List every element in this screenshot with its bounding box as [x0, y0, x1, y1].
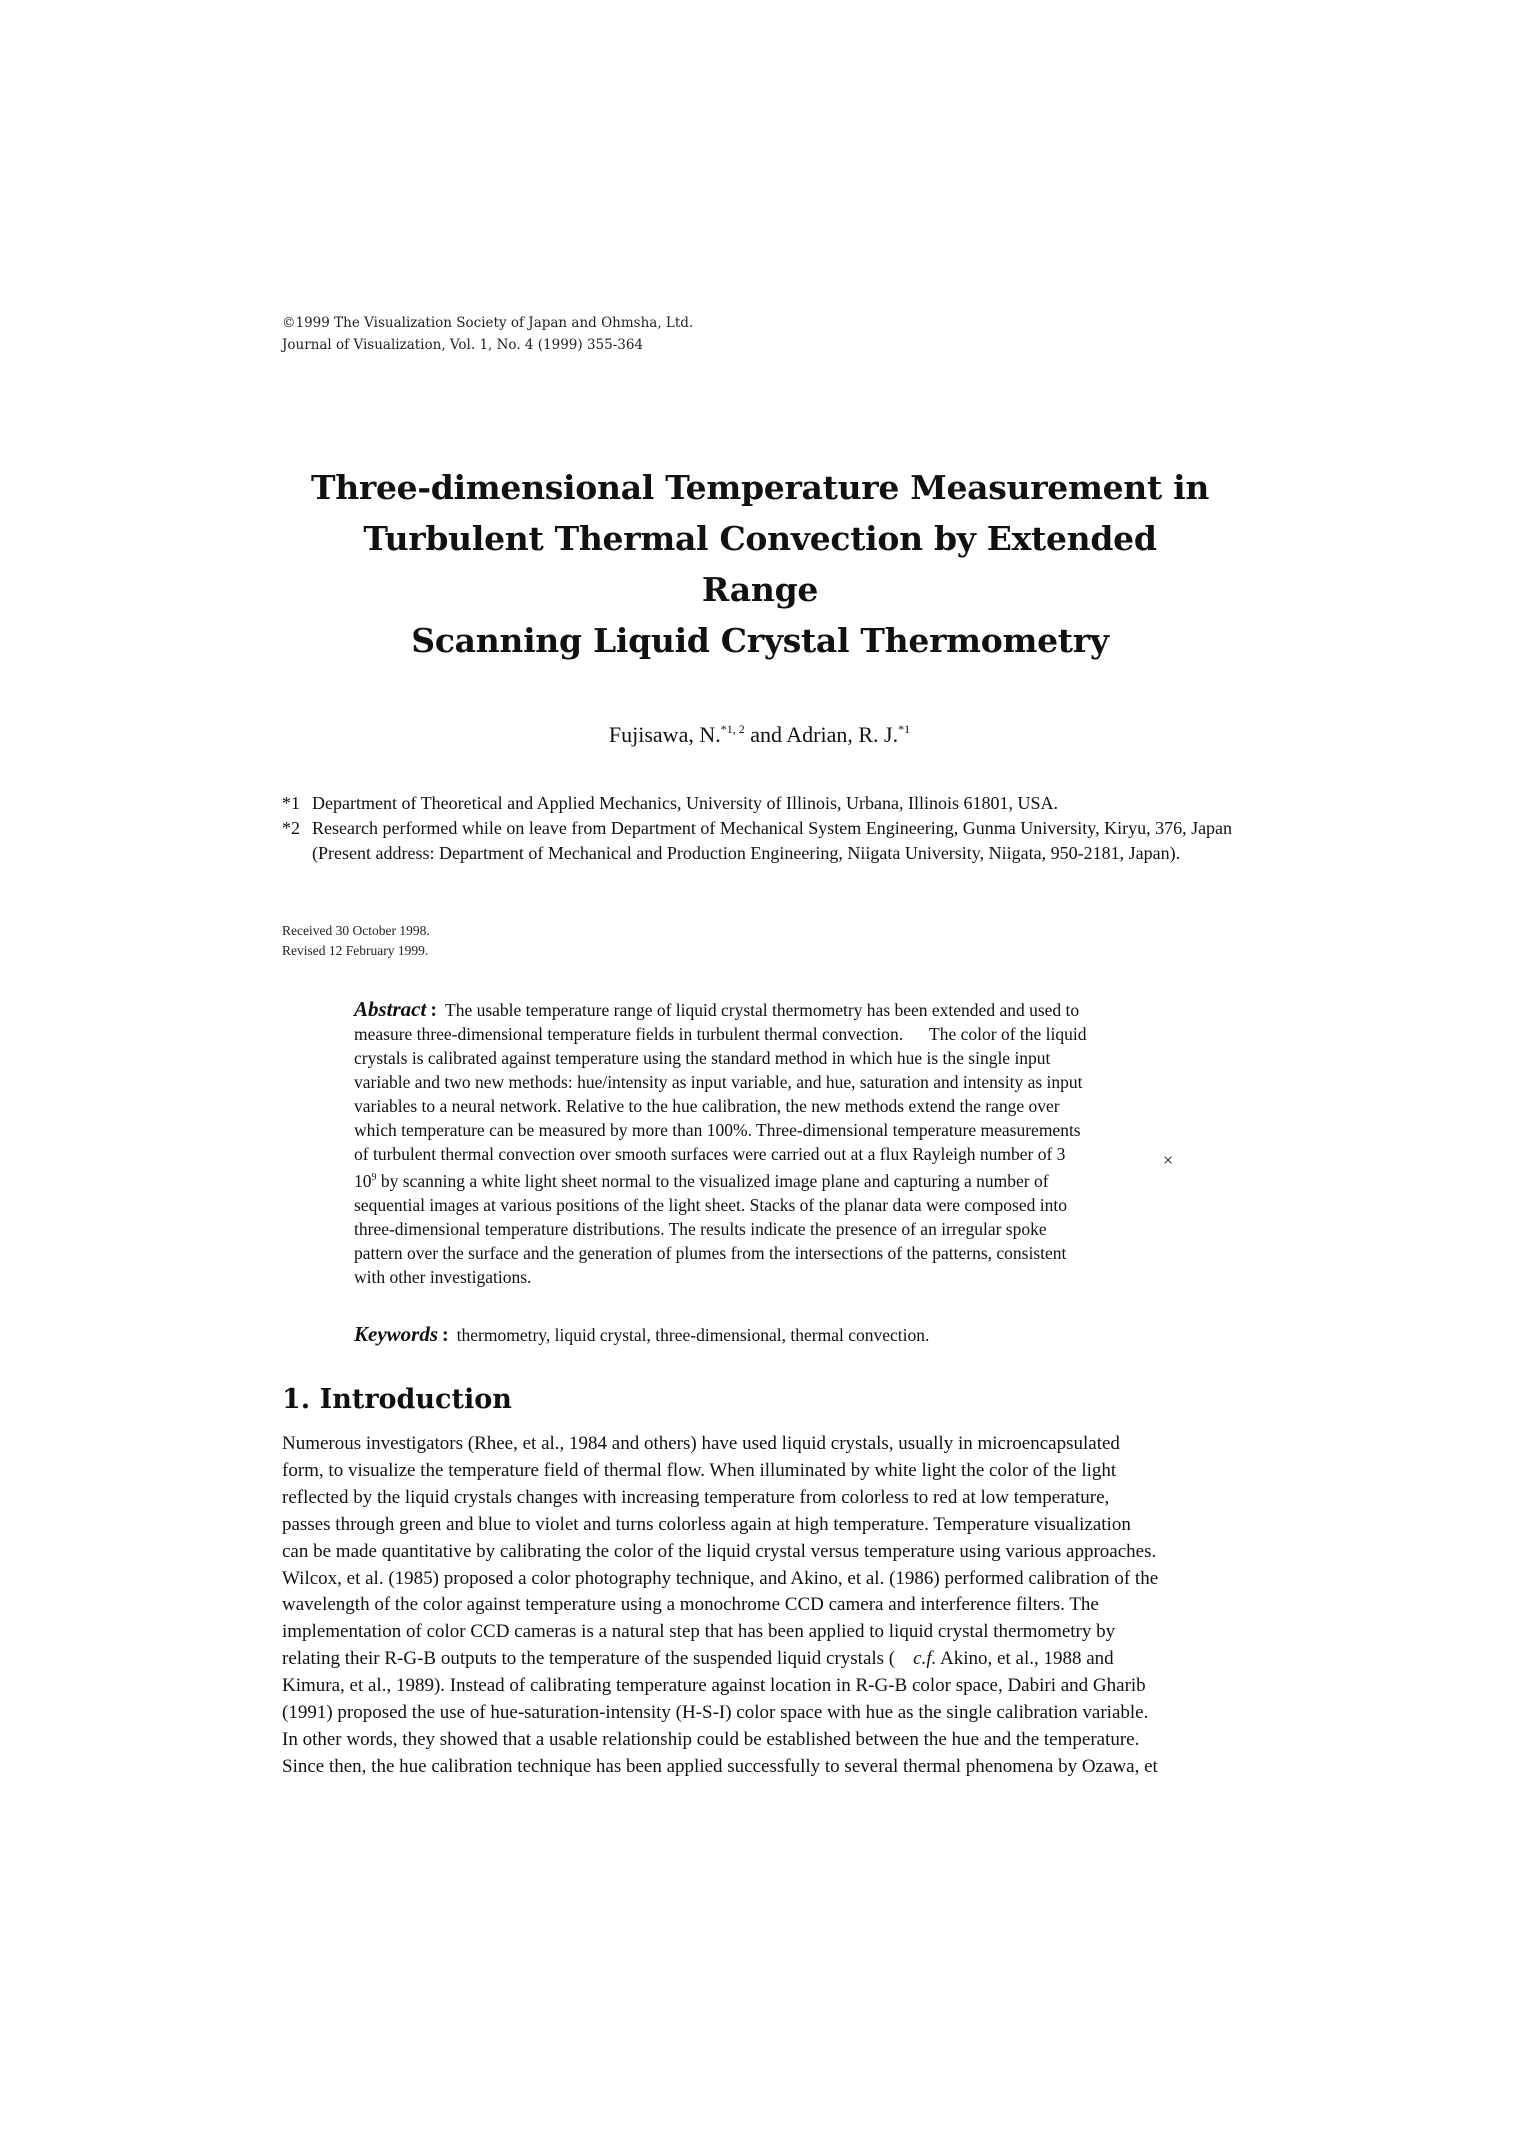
body-line: implementation of color CCD cameras is a natural step that has been applied to liquid crystal thermometry by: [282, 1621, 1116, 1643]
body-line: Since then, the hue calibration technique has been applied successfully to several thermal phenomena by Ozawa, et: [282, 1755, 1158, 1777]
body-text: Akino, et al., 1988 and: [936, 1648, 1114, 1670]
keywords-colon: :: [442, 1324, 449, 1346]
author-name: Adrian, R. J.: [786, 722, 899, 747]
journal-citation: Journal of Visualization, Vol. 1, No. 4 (1999) 355-364: [282, 337, 644, 353]
abstract-line: variable and two new methods: hue/intensity as input variable, and hue, saturation and intensity as input: [354, 1072, 1083, 1092]
section-heading: 1. Introduction: [282, 1384, 512, 1415]
title-line: Three-dimensional Temperature Measurement in: [310, 468, 1210, 507]
body-line: reflected by the liquid crystals changes with increasing temperature from colorless to red at low temperature,: [282, 1486, 1110, 1508]
revised-date: Revised 12 February 1999.: [282, 943, 429, 958]
body-text: relating their R-G-B outputs to the temperature of the suspended liquid crystals (: [282, 1648, 896, 1670]
abstract-line: sequential images at various positions of the light sheet. Stacks of the planar data were composed into: [354, 1194, 1067, 1215]
abstract-line: crystals is calibrated against temperature using the standard method in which hue is the single input: [354, 1048, 1051, 1068]
affiliation-mark: *2: [282, 818, 300, 838]
author-conjunction: and: [744, 722, 787, 747]
author-affiliation-mark: *1, 2: [720, 722, 745, 736]
keywords: [354, 1322, 929, 1347]
abstract-line: variables to a neural network. Relative to the hue calibration, the new methods extend the range over: [354, 1096, 1060, 1116]
keywords-label: Keywords: [354, 1322, 438, 1346]
submission-dates: [282, 921, 430, 961]
body-line: wavelength of the color against temperature using a monochrome CCD camera and interference filters. The: [282, 1594, 1099, 1616]
abstract-line: measure three-dimensional temperature fields in turbulent thermal convection. The color of the liquid: [354, 1024, 1087, 1044]
affiliation-item: [282, 816, 1242, 866]
abstract-line: [354, 997, 1174, 1022]
affiliation-text: Research performed while on leave from Department of Mechanical System Engineering, Gunma University, Kiryu, 376, Japan (Present address: Department of Mechanical and Production Engineering, Niigata University, Niigata, 950-2181, Japan).: [312, 818, 1233, 863]
title-line: Scanning Liquid Crystal Thermometry: [411, 621, 1109, 660]
keywords-text: thermometry, liquid crystal, three-dimensional, thermal convection.: [456, 1325, 930, 1345]
abstract-text: The usable temperature range of liquid crystal thermometry has been extended and used to: [445, 1000, 1080, 1020]
author-list: [0, 715, 1519, 749]
body-line: [282, 1646, 1252, 1673]
affiliation-mark: *1: [282, 793, 300, 813]
abstract-label: Abstract: [354, 997, 427, 1021]
body-line: (1991) proposed the use of hue-saturation-intensity (H-S-I) color space with hue as the single calibration variable.: [282, 1702, 1149, 1724]
body-line: passes through green and blue to violet and turns colorless again at high temperature. Temperature visualization: [282, 1513, 1131, 1535]
body-line: Wilcox, et al. (1985) proposed a color photography technique, and Akino, et al. (1986) performed calibration of the: [282, 1567, 1159, 1589]
cf-abbreviation: c.f.: [913, 1648, 937, 1670]
rayleigh-mantissa: 10: [354, 1170, 372, 1191]
received-date: Received 30 October 1998.: [282, 923, 430, 938]
abstract-line: three-dimensional temperature distributions. The results indicate the presence of an irregular spoke: [354, 1218, 1047, 1239]
abstract-text: by scanning a white light sheet normal to the visualized image plane and capturing a number of: [380, 1170, 1049, 1191]
abstract: [354, 997, 1174, 1289]
body-line: form, to visualize the temperature field of thermal flow. When illuminated by white light the color of the light: [282, 1459, 1117, 1481]
abstract-line: of turbulent thermal convection over smooth surfaces were carried out at a flux Rayleigh number of 3: [354, 1144, 1066, 1164]
body-line: Numerous investigators (Rhee, et al., 1984 and others) have used liquid crystals, usually in microencapsulated: [282, 1433, 1120, 1454]
paper-title: [300, 462, 1220, 666]
author-affiliation-mark: *1: [898, 722, 911, 736]
introduction-body: [282, 1431, 1252, 1781]
affiliation-text: Department of Theoretical and Applied Mechanics, University of Illinois, Urbana, Illinois 61801, USA.: [312, 793, 1059, 813]
abstract-line: which temperature can be measured by more than 100%. Three-dimensional temperature measurements: [354, 1120, 1081, 1140]
copyright-line: ©1999 The Visualization Society of Japan and Ohmsha, Ltd.: [282, 315, 694, 331]
body-line: Kimura, et al., 1989). Instead of calibrating temperature against location in R-G-B color space, Dabiri and Gharib: [282, 1675, 1146, 1697]
abstract-colon: :: [430, 999, 438, 1021]
title-line: Turbulent Thermal Convection by Extended Range: [363, 519, 1157, 609]
multiplication-sign: ×: [1163, 1150, 1174, 1170]
author-name: Fujisawa, N.: [608, 722, 721, 747]
rayleigh-exponent: 9: [371, 1172, 377, 1183]
journal-header: [282, 312, 693, 356]
body-line: In other words, they showed that a usable relationship could be established between the hue and the temperature.: [282, 1728, 1140, 1750]
affiliation-item: [282, 791, 1242, 816]
affiliations: [282, 791, 1242, 866]
abstract-line: with other investigations.: [354, 1266, 532, 1287]
abstract-line: pattern over the surface and the generation of plumes from the intersections of the patterns, consistent: [354, 1242, 1067, 1263]
body-line: can be made quantitative by calibrating the color of the liquid crystal versus temperature using various approaches.: [282, 1540, 1157, 1562]
abstract-line: [354, 1166, 1174, 1193]
